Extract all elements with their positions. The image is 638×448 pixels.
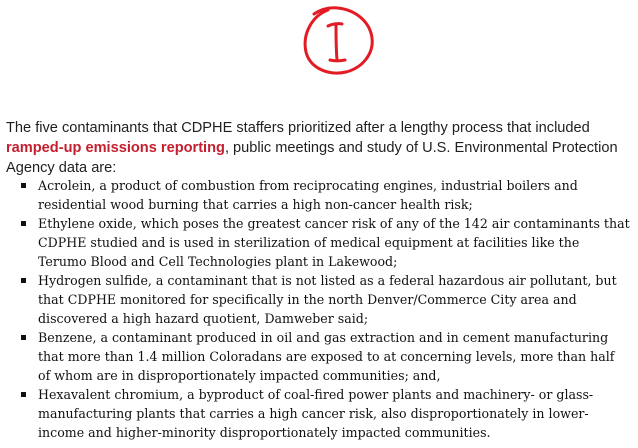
intro-text-before: The five contaminants that CDPHE staffers prioritized after a lengthy process that included [6, 120, 590, 136]
circled-letter-d-icon [298, 2, 378, 78]
list-item [38, 214, 630, 271]
intro-paragraph [6, 118, 632, 178]
emissions-reporting-link[interactable]: ramped-up emissions reporting [6, 140, 225, 156]
contaminant-text: Hydrogen sulfide, a contaminant that is not listed as a federal hazardous air pollutant, but that CDPHE monitored for specifically in the north Denver/Commerce City area and discovered a high hazard quotient, Damweber said; [38, 273, 617, 326]
contaminants-list [0, 176, 630, 442]
bullet-icon [21, 278, 26, 283]
list-item [38, 176, 630, 214]
list-item [38, 271, 630, 328]
list-item [38, 385, 630, 442]
contaminant-text: Benzene, a contaminant produced in oil and gas extraction and in cement manufacturing that more than 1.4 million Coloradans are exposed to at concerning levels, more than half of whom are in disproportionately impacted communities; and, [38, 330, 615, 383]
contaminant-text: Acrolein, a product of combustion from reciprocating engines, industrial boilers and residential wood burning that carries a high non-cancer health risk; [38, 178, 578, 212]
bullet-icon [21, 183, 26, 188]
bullet-icon [21, 335, 26, 340]
bullet-icon [21, 392, 26, 397]
list-item [38, 328, 630, 385]
contaminant-text: Hexavalent chromium, a byproduct of coal-fired power plants and machinery- or glass-manufacturing plants that carries a high cancer risk, also disproportionately in lower-income and higher-minority disproportionately impacted communities. [38, 387, 594, 440]
contaminant-text: Ethylene oxide, which poses the greatest cancer risk of any of the 142 air contaminants that CDPHE studied and is used in sterilization of medical equipment at facilities like the Terumo Blood and Cell Technologies plant in Lakewood; [38, 216, 630, 269]
bullet-icon [21, 221, 26, 226]
intro-text-after: , public meetings and study of U.S. Environmental Protection Agency data are: [6, 140, 618, 176]
